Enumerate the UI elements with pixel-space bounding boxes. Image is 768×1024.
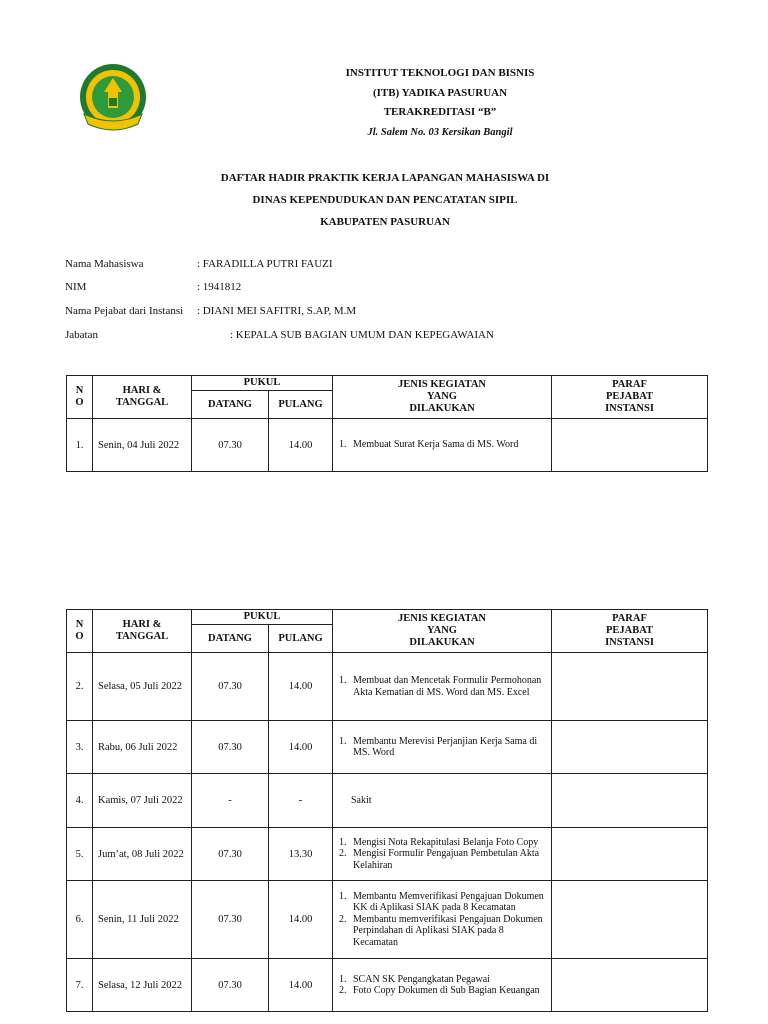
col-pulang-header: PULANG [269, 625, 333, 653]
cell-signature [552, 828, 708, 881]
col-no-header: N O [67, 376, 93, 419]
cell-departure: 14.00 [269, 419, 333, 472]
table-header [67, 376, 708, 419]
cell-day: Jum’at, 08 Juli 2022 [93, 828, 192, 881]
table-row [67, 774, 708, 828]
info-value: : KEPALA SUB BAGIAN UMUM DAN KEPEGAWAIAN [230, 329, 494, 341]
title-line-2: DINAS KEPENDUDUKAN DAN PENCATATAN SIPIL [252, 194, 518, 206]
cell-day: Selasa, 05 Juli 2022 [93, 653, 192, 721]
cell-day: Senin, 04 Juli 2022 [93, 419, 192, 472]
cell-no: 1. [67, 419, 93, 472]
institution-address: Jl. Salem No. 03 Kersikan Bangil [367, 126, 513, 138]
cell-day: Selasa, 12 Juli 2022 [93, 959, 192, 1012]
info-label: Nama Mahasiswa [65, 258, 144, 270]
col-pukul-header: PUKUL [192, 610, 333, 625]
cell-arrival: 07.30 [192, 881, 269, 959]
institution-subname: (ITB) YADIKA PASURUAN [372, 86, 508, 99]
cell-arrival: 07.30 [192, 828, 269, 881]
activity-item: 1. Membuat Surat Kerja Sama di MS. Word [349, 439, 551, 451]
info-label: Nama Pejabat dari Instansi [65, 305, 184, 317]
cell-no: 2. [67, 653, 93, 721]
activity-item: 1. Membantu Memverifikasi Pengajuan Dokumen KK di Aplikasi SIAK pada 8 Kecamatan [349, 891, 551, 914]
col-day-header: HARI & TANGGAL [93, 376, 192, 419]
info-value: : DIANI MEI SAFITRI, S.AP, M.M [197, 305, 357, 317]
table-row [67, 419, 708, 472]
activity-item: 1. Membantu Merevisi Perjanjian Kerja Sama di MS. Word [349, 736, 551, 759]
activity-item: 2. Mengisi Formulir Pengajuan Pembetulan Akta Kelahiran [349, 848, 551, 871]
title-line-1: DAFTAR HADIR PRAKTIK KERJA LAPANGAN MAHASISWA DI [220, 172, 550, 184]
col-no-header: N O [67, 610, 93, 653]
institution-logo [78, 62, 148, 134]
cell-signature [552, 881, 708, 959]
cell-activity [333, 959, 552, 1012]
cell-day: Rabu, 06 Juli 2022 [93, 721, 192, 774]
info-value: : 1941812 [197, 281, 242, 293]
table-row [67, 653, 708, 721]
col-pukul-header: PUKUL [192, 376, 333, 391]
cell-no: 6. [67, 881, 93, 959]
cell-day: Kamis, 07 Juli 2022 [93, 774, 192, 828]
col-sign-header: PARAF PEJABAT INSTANSI [552, 610, 708, 653]
table-row [67, 828, 708, 881]
cell-departure: 13.30 [269, 828, 333, 881]
info-value: : FARADILLA PUTRI FAUZI [197, 258, 333, 270]
attendance-table-1 [66, 375, 708, 472]
col-datang-header: DATANG [192, 625, 269, 653]
table-row [67, 721, 708, 774]
institution-name: INSTITUT TEKNOLOGI DAN BISNIS [345, 67, 535, 79]
cell-signature [552, 419, 708, 472]
cell-arrival: 07.30 [192, 419, 269, 472]
table-row [67, 881, 708, 959]
cell-no: 7. [67, 959, 93, 1012]
cell-activity [333, 653, 552, 721]
cell-arrival: 07.30 [192, 959, 269, 1012]
activity-item: 1. Mengisi Nota Rekapitulasi Belanja Foto Copy [349, 837, 551, 849]
cell-no: 3. [67, 721, 93, 774]
cell-signature [552, 721, 708, 774]
info-label: NIM [65, 281, 87, 293]
cell-activity [333, 419, 552, 472]
cell-departure: - [269, 774, 333, 828]
col-activity-header: JENIS KEGIATAN YANG DILAKUKAN [333, 376, 552, 419]
document-title [130, 167, 640, 233]
cell-no: 4. [67, 774, 93, 828]
cell-departure: 14.00 [269, 721, 333, 774]
cell-signature [552, 959, 708, 1012]
cell-activity [333, 774, 552, 828]
col-sign-header: PARAF PEJABAT INSTANSI [552, 376, 708, 419]
activity-item: 1. SCAN SK Pengangkatan Pegawai [349, 974, 551, 986]
cell-departure: 14.00 [269, 959, 333, 1012]
activity-item: 2. Foto Copy Dokumen di Sub Bagian Keuangan [349, 985, 551, 997]
cell-arrival: 07.30 [192, 653, 269, 721]
title-line-3: KABUPATEN PASURUAN [320, 216, 450, 228]
cell-day: Senin, 11 Juli 2022 [93, 881, 192, 959]
institution-header [200, 64, 680, 142]
col-pulang-header: PULANG [269, 391, 333, 419]
cell-arrival: - [192, 774, 269, 828]
cell-signature [552, 653, 708, 721]
col-activity-header: JENIS KEGIATAN YANG DILAKUKAN [333, 610, 552, 653]
cell-no: 5. [67, 828, 93, 881]
activity-item: 1. Membuat dan Mencetak Formulir Permohonan Akta Kematian di MS. Word dan MS. Excel [349, 675, 551, 698]
attendance-table-2 [66, 609, 708, 1012]
cell-arrival: 07.30 [192, 721, 269, 774]
cell-activity [333, 828, 552, 881]
cell-activity [333, 881, 552, 959]
activity-item: 2. Membantu memverifikasi Pengajuan Dokumen Perpindahan di Aplikasi SIAK pada 8 Kecamatan [349, 914, 551, 949]
table-row [67, 959, 708, 1012]
activity-note: Sakit [351, 794, 372, 806]
cell-departure: 14.00 [269, 653, 333, 721]
accreditation: TERAKREDITASI “B” [383, 106, 497, 118]
col-datang-header: DATANG [192, 391, 269, 419]
cell-activity [333, 721, 552, 774]
info-label: Jabatan [65, 329, 98, 341]
table-header [67, 610, 708, 653]
cell-departure: 14.00 [269, 881, 333, 959]
col-day-header: HARI & TANGGAL [93, 610, 192, 653]
cell-signature [552, 774, 708, 828]
